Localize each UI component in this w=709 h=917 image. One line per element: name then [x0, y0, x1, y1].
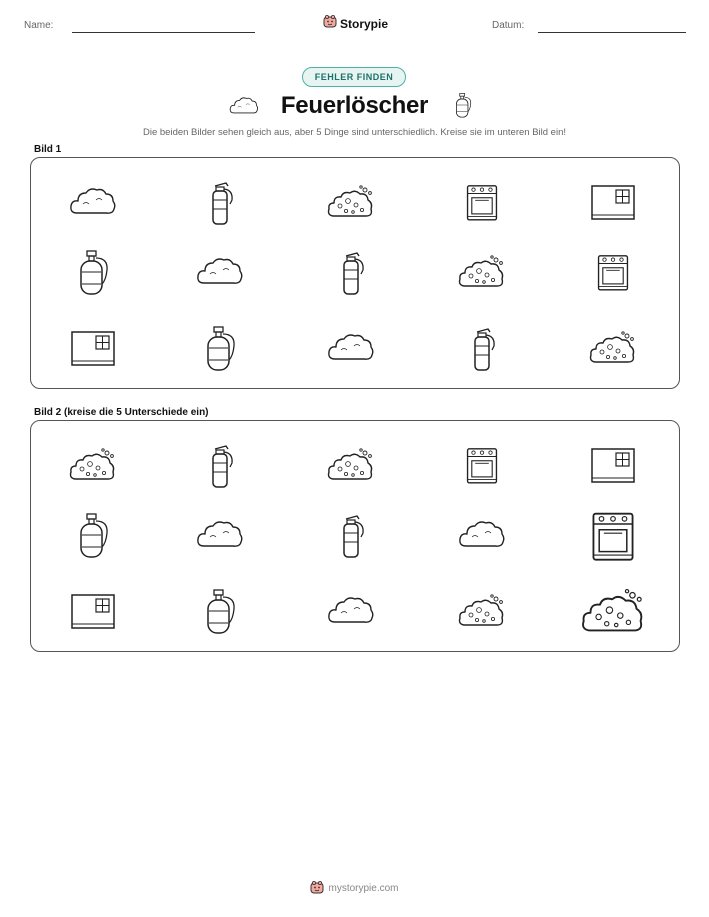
footer — [0, 880, 709, 897]
window-icon[interactable] — [578, 435, 648, 495]
gas-canister-icon[interactable] — [58, 242, 128, 302]
cloud-icon[interactable] — [185, 505, 255, 565]
gas-canister-icon — [452, 90, 474, 125]
brand-name: Storypie — [340, 16, 389, 31]
gas-canister-icon[interactable] — [185, 581, 255, 641]
name-line[interactable] — [72, 32, 255, 33]
storypie-logo-icon — [310, 880, 324, 897]
brand — [323, 14, 388, 33]
foam-icon[interactable] — [578, 318, 648, 378]
cloud-icon[interactable] — [316, 581, 386, 641]
instructions: Die beiden Bilder sehen gleich aus, aber 5 Dinge sind unterschiedlich. Kreise sie im unteren Bild ein! — [143, 127, 566, 138]
foam-icon[interactable] — [58, 435, 128, 495]
stove-icon[interactable] — [578, 505, 648, 565]
cloud-icon[interactable] — [185, 242, 255, 302]
page-title: Feuerlöscher — [280, 92, 429, 119]
window-icon[interactable] — [578, 172, 648, 232]
fire-extinguisher-icon[interactable] — [316, 505, 386, 565]
gas-canister-icon[interactable] — [185, 318, 255, 378]
foam-icon[interactable] — [316, 435, 386, 495]
activity-badge: FEHLER FINDEN — [302, 67, 406, 87]
foam-icon[interactable] — [578, 581, 648, 641]
stove-icon[interactable] — [578, 242, 648, 302]
date-line[interactable] — [538, 32, 686, 33]
cloud-icon[interactable] — [58, 172, 128, 232]
foam-icon[interactable] — [316, 172, 386, 232]
fire-extinguisher-icon[interactable] — [185, 435, 255, 495]
window-icon[interactable] — [58, 318, 128, 378]
cloud-icon[interactable] — [316, 318, 386, 378]
storypie-logo-icon — [323, 14, 337, 33]
fire-extinguisher-icon[interactable] — [185, 172, 255, 232]
stove-icon[interactable] — [447, 435, 517, 495]
foam-icon[interactable] — [447, 581, 517, 641]
fire-extinguisher-icon[interactable] — [447, 318, 517, 378]
window-icon[interactable] — [58, 581, 128, 641]
gas-canister-icon[interactable] — [58, 505, 128, 565]
fire-extinguisher-icon[interactable] — [316, 242, 386, 302]
picture1-label: Bild 1 — [34, 144, 62, 155]
cloud-icon[interactable] — [447, 505, 517, 565]
picture2-panel — [30, 420, 680, 652]
footer-text: mystorypie.com — [328, 883, 399, 894]
picture2-label: Bild 2 (kreise die 5 Unterschiede ein) — [34, 407, 209, 418]
name-label: Name: — [24, 20, 54, 31]
date-label: Datum: — [492, 20, 525, 31]
foam-icon[interactable] — [447, 242, 517, 302]
picture1-panel — [30, 157, 680, 389]
stove-icon[interactable] — [447, 172, 517, 232]
